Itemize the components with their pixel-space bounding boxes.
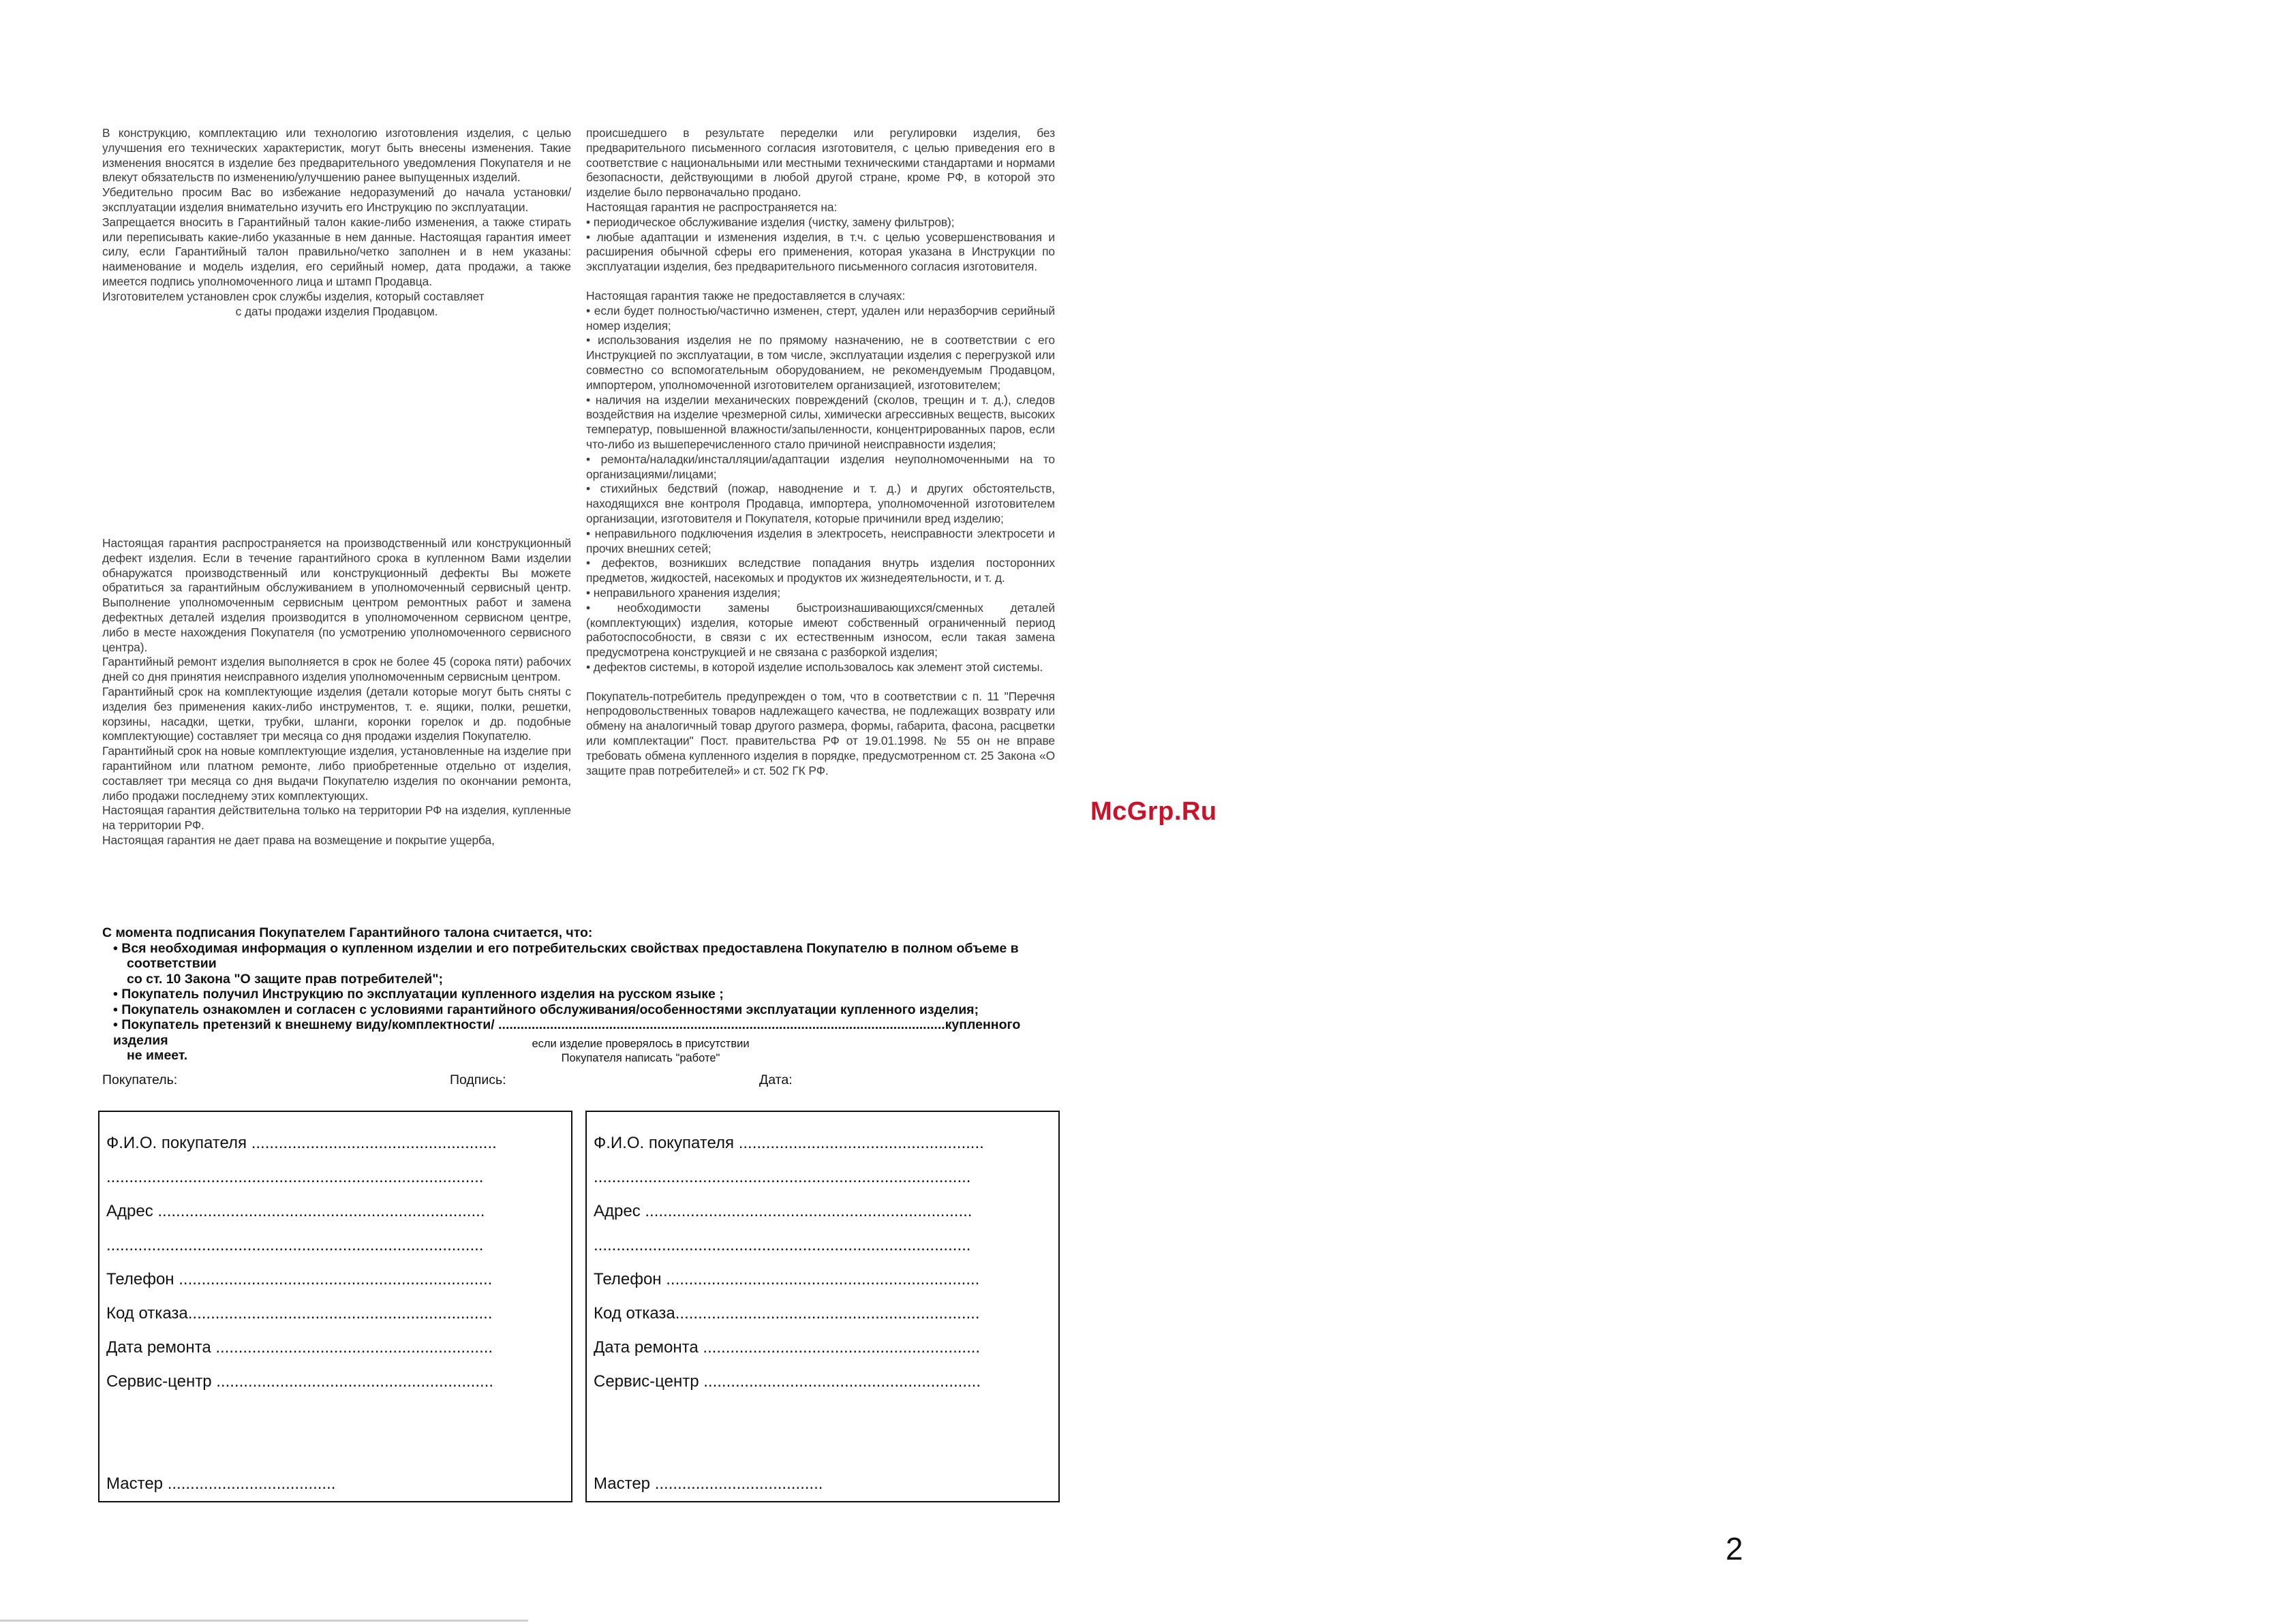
- list-item: • неправильного хранения изделия;: [586, 585, 781, 600]
- list-item: • если будет полностью/частично изменен, стерт, удален или неразборчив серийный номер изделия;: [586, 303, 1055, 333]
- date-label: Дата:: [759, 1072, 793, 1087]
- list-item: • наличия на изделии механических повреждений (сколов, трещин и т. д.), следов воздействия на изделие чрезмерной силы, химически агрессивных веществ, высоких температур, повышенной влажности/запыленности, концентрированных паров, если что-либо из вышеперечисленного стало причиной неисправности изделия;: [586, 392, 1055, 451]
- card-buyer-name-cont: ...................................................................................: [106, 1168, 484, 1186]
- card-master: Мастер .....................................: [594, 1474, 823, 1493]
- paragraph: В конструкцию, комплектацию или технологию изготовления изделия, с целью улучшения его технических характеристик, могут быть внесены изменения. Такие изменения вносятся в изделие без предварительного уведомления Покупателя и не влекут обязательств по изменению/улучшению ранее выпущенных изделий.: [102, 126, 571, 185]
- paragraph: Покупатель-потребитель предупрежден о том, что в соответствии с п. 11 "Перечня непродовольственных товаров надлежащего качества, не подлежащих возврату или обмену на аналогичный товар другого размера, формы, габарита, фасона, расцветки или комплектации" Пост. правительства РФ от 19.01.1998. № 55 он не вправе требовать обмена купленного изделия в порядке, предусмотренном ст. 25 Закона «О защите прав потребителей» и ст. 502 ГК РФ.: [586, 689, 1055, 777]
- card-buyer-name: Ф.И.О. покупателя ......................................................: [106, 1134, 497, 1152]
- paragraph: Изготовителем установлен срок службы изделия, который составляет: [102, 289, 485, 303]
- paragraph: Убедительно просим Вас во избежание недоразумений до начала установки/эксплуатации изделия внимательно изучить его Инструкцию по эксплуатации.: [102, 185, 571, 214]
- acknowledgement-item: • Покупатель претензий к внешнему виду/комплектности/ .........................................................................................................................купленного изделия: [113, 1017, 1021, 1048]
- card-buyer-name: Ф.И.О. покупателя ......................................................: [594, 1134, 984, 1152]
- list-item: • необходимости замены быстроизнашивающихся/сменных деталей (комплектующих) изделия, которые имеют собственный ограниченный период работоспособности, в связи с их естественным износом, если такая замена предусмотрена конструкцией и не связана с разборкой изделия;: [586, 600, 1055, 660]
- paragraph: Настоящая гарантия также не предоставляется в случаях:: [586, 288, 906, 303]
- repair-card-1: [98, 1111, 572, 1502]
- list-item: • неправильного подключения изделия в электросеть, неисправности электросети и прочих внешних сетей;: [586, 526, 1055, 555]
- note-line: если изделие проверялось в присутствии: [532, 1038, 750, 1050]
- paragraph: Гарантийный срок на комплектующие изделия (детали которые могут быть сняты с изделия без применения каких-либо инструментов, т. е. ящики, полки, решетки, корзины, насадки, щетки, трубки, шланги, коронки горелок и др. подобные комплектующие) составляет три месяца со дня продажи изделия Покупателю.: [102, 684, 571, 743]
- list-item: • использования изделия не по прямому назначению, не в соответствии с его Инструкцией по эксплуатации, в том числе, эксплуатации изделия с перегрузкой или совместно со вспомогательным оборудованием, не рекомендуемым Продавцом, импортером, уполномоченной изготовителем организацией, изготовителем;: [586, 333, 1055, 392]
- left-column-bottom: [102, 536, 571, 848]
- card-service-center: Сервис-центр .............................................................: [594, 1372, 981, 1391]
- card-buyer-name-cont: ...................................................................................: [594, 1168, 971, 1186]
- paragraph: Настоящая гарантия действительна только на территории РФ на изделия, купленные на территории РФ.: [102, 803, 571, 833]
- card-address-cont: ...................................................................................: [106, 1236, 484, 1254]
- list-item: • любые адаптации и изменения изделия, в т.ч. с целью усовершенствования и расширения обычной сферы его применения, которая указана в Инструкции по эксплуатации изделия, без предварительного письменного согласия изготовителя.: [586, 230, 1055, 274]
- page-number: 2: [1726, 1531, 1743, 1566]
- acknowledgement-item: соответствии: [127, 956, 217, 971]
- card-master: Мастер .....................................: [106, 1474, 336, 1493]
- watermark-logo: McGrp.Ru: [1090, 797, 1217, 826]
- repair-card-2: [585, 1111, 1060, 1502]
- card-address: Адрес ........................................................................: [106, 1202, 485, 1220]
- list-item: • стихийных бедствий (пожар, наводнение и т. д.) и других обстоятельств, находящихся вне контроля Продавца, импортера, уполномоченной изготовителем организации, изготовителя и Покупателя, которые причинили вред изделию;: [586, 482, 1055, 525]
- card-address-cont: ...................................................................................: [594, 1236, 971, 1254]
- paragraph: Запрещается вносить в Гарантийный талон какие-либо изменения, а также стирать или переписывать какие-либо указанные в нем данные. Настоящая гарантия имеет силу, если Гарантийный талон правильно/четко заполнен и в нем указаны: наименование и модель изделия, его серийный номер, дата продажи, а также имеется подпись уполномоченного лица и штамп Продавца.: [102, 215, 571, 288]
- paragraph: Настоящая гарантия распространяется на производственный или конструкционный дефект изделия. Если в течение гарантийного срока в купленном Вами изделии обнаружатся производственный или конструкционный дефекты Вы можете обратиться за гарантийным обслуживанием в уполномоченный сервисный центр. Выполнение уполномоченным сервисным центром ремонтных работ и замена дефектных деталей изделия производится в уполномоченном сервисном центре, либо в месте нахождения Покупателя (по усмотрению уполномоченного сервисного центра).: [102, 536, 571, 654]
- paragraph: Гарантийный срок на новые комплектующие изделия, установленные на изделие при гарантийном или платном ремонте, либо приобретенные отдельно от изделия, составляет три месяца со дня выдачи Покупателю изделия по окончании ремонта, либо продажи последнему этих комплектующих.: [102, 744, 571, 803]
- paragraph: Гарантийный ремонт изделия выполняется в срок не более 45 (сорока пяти) рабочих дней со дня принятия неисправного изделия уполномоченным сервисным центром.: [102, 655, 571, 684]
- right-column: [586, 126, 1055, 778]
- paragraph: с даты продажи изделия Продавцом.: [235, 304, 438, 318]
- acknowledgement-item: • Покупатель ознакомлен и согласен с условиями гарантийного обслуживания/особенностями эксплуатации купленного изделия;: [113, 1002, 979, 1017]
- card-repair-date: Дата ремонта .............................................................: [106, 1338, 493, 1357]
- acknowledgement-item: со ст. 10 Закона "О защите прав потребителей";: [127, 971, 444, 987]
- note-check: [532, 1037, 750, 1066]
- list-item: • дефектов системы, в которой изделие использовалось как элемент этой системы.: [586, 660, 1043, 674]
- paragraph: происшедшего в результате переделки или регулировки изделия, без предварительного письменного согласия изготовителя, с целью приведения его в соответствие с национальными или местными техническими стандартами и нормами безопасности, действующими в любой другой стране, кроме РФ, в которой это изделие было первоначально продано.: [586, 126, 1055, 200]
- acknowledgement-item: • Покупатель получил Инструкцию по эксплуатации купленного изделия на русском языке ;: [113, 987, 724, 1002]
- list-item: • дефектов, возникших вследствие попадания внутрь изделия посторонних предметов, жидкостей, насекомых и продуктов их жизнедеятельности, и т. д.: [586, 556, 1055, 585]
- card-failure-code: Код отказа...................................................................: [106, 1304, 493, 1323]
- card-repair-date: Дата ремонта .............................................................: [594, 1338, 981, 1357]
- card-address: Адрес ........................................................................: [594, 1202, 973, 1220]
- left-column-top: [102, 126, 571, 319]
- acknowledgement-heading: С момента подписания Покупателем Гарантийного талона считается, что:: [102, 925, 593, 940]
- acknowledgement-item: не имеет.: [127, 1048, 188, 1063]
- bottom-divider: [0, 1620, 528, 1622]
- card-phone: Телефон .....................................................................: [594, 1270, 980, 1288]
- acknowledgement-item: • Вся необходимая информация о купленном изделии и его потребительских свойствах предоставлена Покупателю в полном объеме в: [113, 940, 1019, 956]
- list-item: • ремонта/наладки/инсталляции/адаптации изделия неуполномоченными на то организациями/лицами;: [586, 452, 1055, 481]
- note-line: Покупателя написать "работе": [561, 1052, 720, 1064]
- card-service-center: Сервис-центр .............................................................: [106, 1372, 494, 1391]
- paragraph: Настоящая гарантия не распространяется на:: [586, 200, 838, 214]
- buyer-label: Покупатель:: [102, 1072, 178, 1087]
- card-failure-code: Код отказа...................................................................: [594, 1304, 980, 1323]
- card-phone: Телефон .....................................................................: [106, 1270, 493, 1288]
- paragraph: Настоящая гарантия не дает права на возмещение и покрытие ущерба,: [102, 833, 495, 847]
- list-item: • периодическое обслуживание изделия (чистку, замену фильтров);: [586, 215, 955, 229]
- signature-label: Подпись:: [450, 1072, 506, 1087]
